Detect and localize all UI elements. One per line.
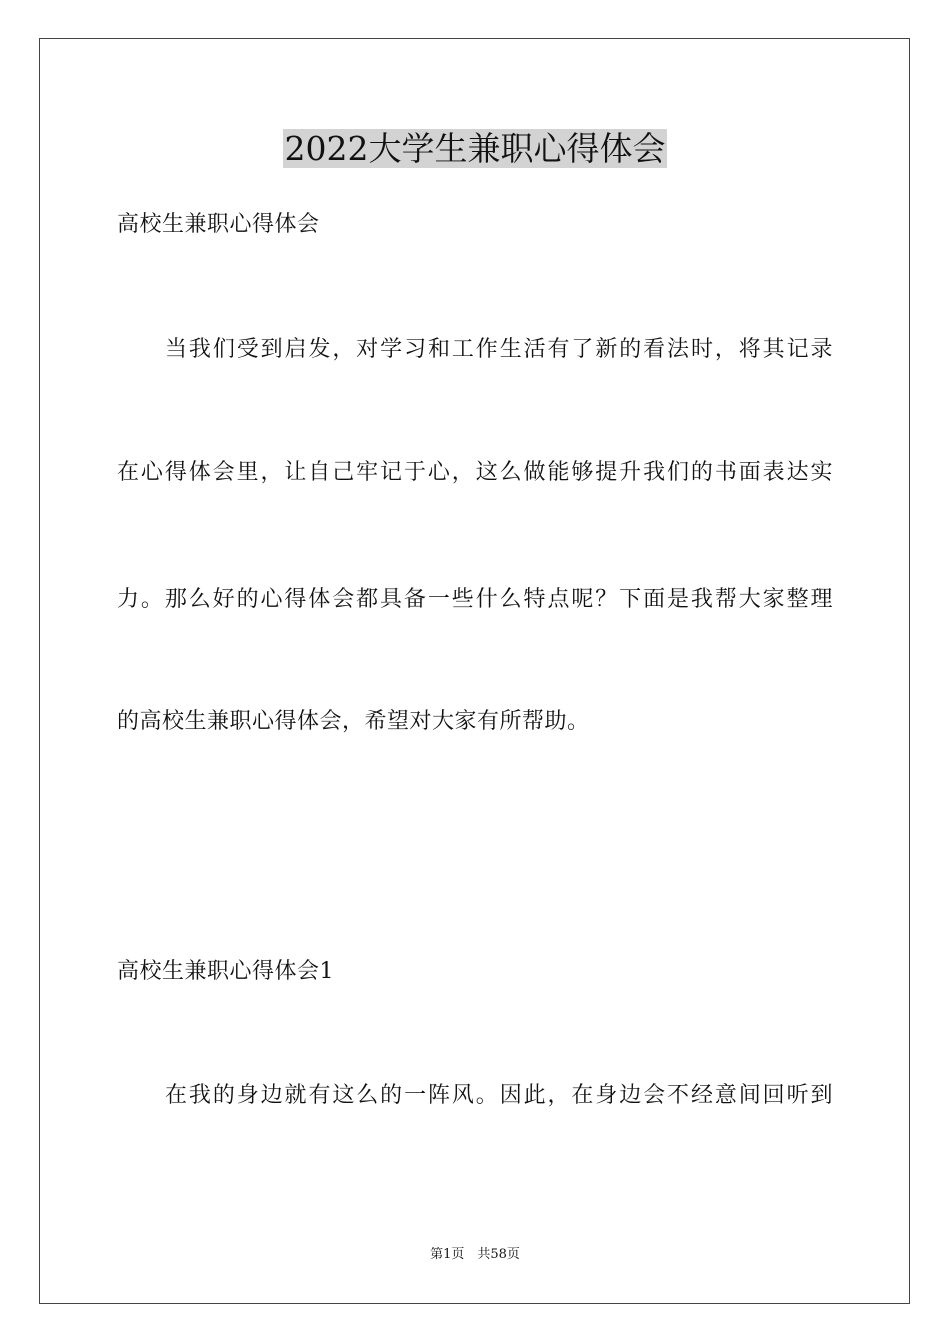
document-title-text: 2022大学生兼职心得体会 [284,129,666,168]
paragraph-line: 的高校生兼职心得体会，希望对大家有所帮助。 [117,709,590,734]
document-title [0,126,950,172]
paragraph-line: 力。那么好的心得体会都具备一些什么特点呢？下面是我帮大家整理 [117,587,833,612]
paragraph-line: 在我的身边就有这么的一阵风。因此，在身边会不经意间回听到 [165,1083,833,1108]
page-number-footer: 第1页 共58页 [430,1247,520,1262]
paragraph-line: 在心得体会里，让自己牢记于心，这么做能够提升我们的书面表达实 [117,460,833,485]
section-heading: 高校生兼职心得体会1 [117,959,334,984]
paragraph-line: 当我们受到启发，对学习和工作生活有了新的看法时，将其记录 [165,337,833,362]
subtitle-line: 高校生兼职心得体会 [117,212,320,237]
